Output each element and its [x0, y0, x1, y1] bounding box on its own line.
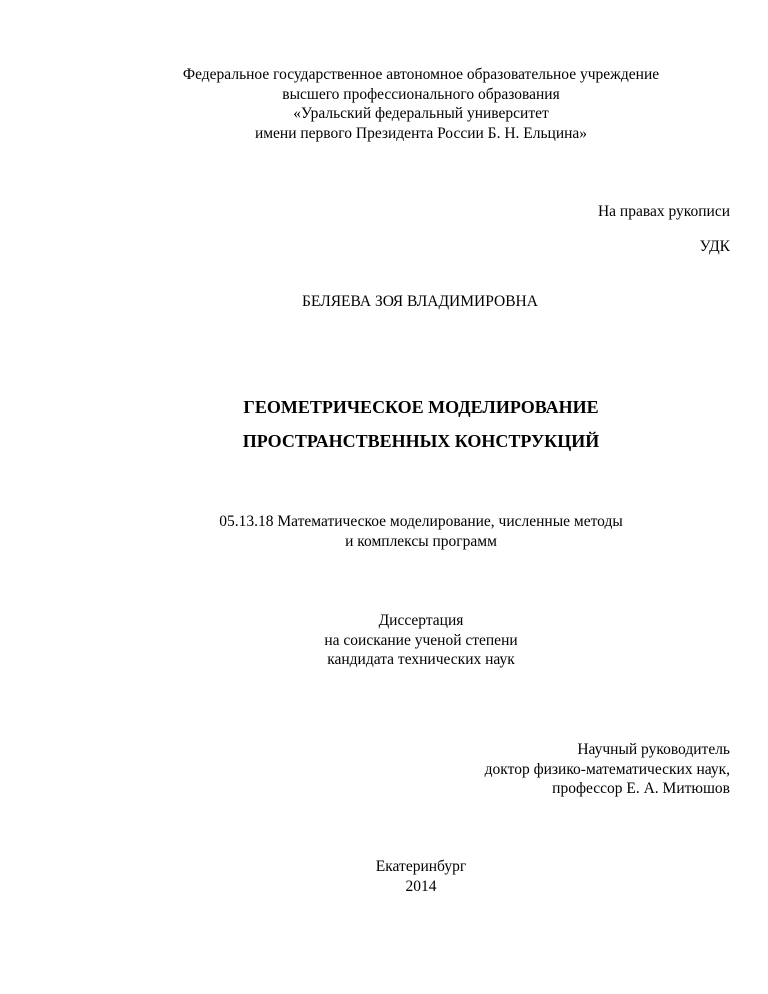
supervisor-line: доктор физико-математических наук,	[484, 760, 730, 778]
thesis-line: на соискание ученой степени	[324, 631, 518, 649]
title-line: ГЕОМЕТРИЧЕСКОЕ МОДЕЛИРОВАНИЕ	[243, 397, 599, 417]
city: Екатеринбург	[375, 858, 467, 875]
thesis-line: Диссертация	[378, 612, 464, 629]
manuscript-note: На правах рукописи	[597, 203, 730, 220]
institution-line: высшего профессионального образования	[282, 85, 560, 103]
year: 2014	[405, 877, 437, 895]
institution-header	[0, 65, 768, 143]
supervisor	[485, 740, 730, 799]
specialty	[0, 512, 768, 551]
thesis-type	[0, 611, 768, 670]
institution-line: имени первого Президента России Б. Н. Ельцина»	[254, 124, 588, 142]
institution-line: «Уральский федеральный университет	[293, 105, 549, 122]
author-name: БЕЛЯЕВА ЗОЯ ВЛАДИМИРОВНА	[302, 293, 538, 310]
thesis-line: кандидата технических наук	[327, 651, 515, 668]
udk-label: УДК	[699, 238, 730, 255]
place-and-year	[0, 857, 768, 896]
title-line: ПРОСТРАНСТВЕННЫХ КОНСТРУКЦИЙ	[242, 431, 600, 451]
specialty-line: 05.13.18 Математическое моделирование, численные методы	[219, 513, 623, 530]
specialty-line: и комплексы программ	[345, 532, 497, 550]
supervisor-line: Научный руководитель	[577, 741, 730, 758]
supervisor-line: профессор Е. А. Митюшов	[552, 780, 730, 797]
dissertation-title	[0, 390, 768, 458]
institution-line: Федеральное государственное автономное образовательное учреждение	[182, 66, 660, 83]
